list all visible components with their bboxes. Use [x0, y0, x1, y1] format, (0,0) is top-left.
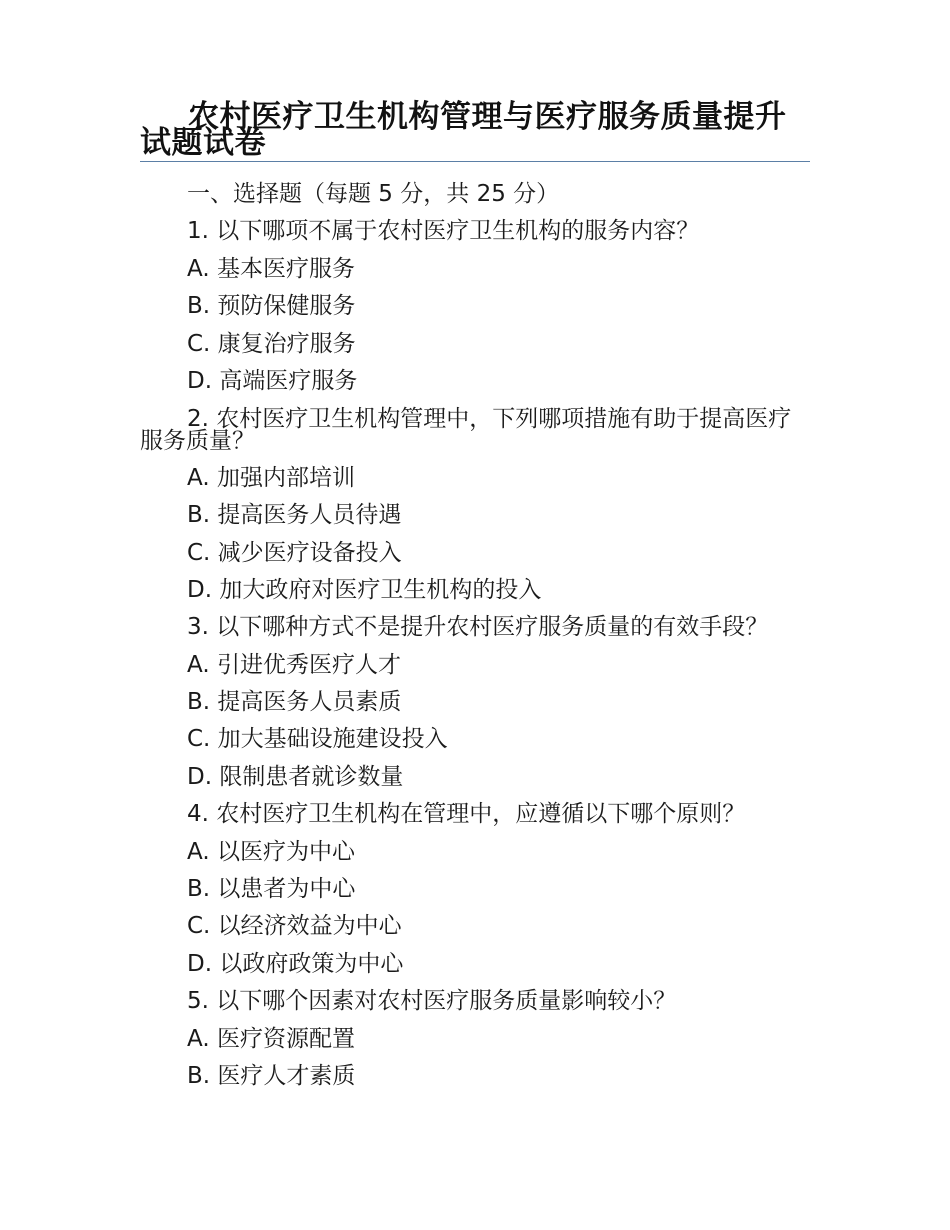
answer-option: D. 高端医疗服务 — [187, 367, 358, 394]
question-stem: 2. 农村医疗卫生机构管理中，下列哪项措施有助于提高医疗服务质量？ — [140, 406, 792, 455]
question-stem: 1. 以下哪项不属于农村医疗卫生机构的服务内容？ — [187, 218, 700, 245]
answer-option: A. 加强内部培训 — [187, 464, 355, 491]
answer-option: B. 以患者为中心 — [187, 876, 356, 903]
answer-option: D. 限制患者就诊数量 — [187, 763, 404, 790]
document-title: 农村医疗卫生机构管理与医疗服务质量提升试题试卷 — [140, 99, 787, 161]
answer-option: A. 基本医疗服务 — [187, 255, 355, 282]
answer-option: A. 引进优秀医疗人才 — [187, 651, 401, 678]
answer-option: B. 医疗人才素质 — [187, 1062, 356, 1089]
answer-option: C. 减少医疗设备投入 — [187, 539, 402, 566]
answer-option: C. 以经济效益为中心 — [187, 913, 402, 940]
answer-option: B. 提高医务人员素质 — [187, 689, 402, 716]
answer-option: C. 康复治疗服务 — [187, 330, 356, 357]
answer-option: A. 以医疗为中心 — [187, 838, 355, 865]
title-underline — [140, 161, 810, 162]
answer-option: D. 以政府政策为中心 — [187, 950, 404, 977]
question-stem: 3. 以下哪种方式不是提升农村医疗服务质量的有效手段？ — [187, 614, 769, 641]
answer-option: C. 加大基础设施建设投入 — [187, 726, 448, 753]
section-heading: 一、选择题（每题 5 分，共 25 分） — [187, 181, 560, 207]
answer-option: B. 预防保健服务 — [187, 293, 356, 320]
question-stem: 4. 农村医疗卫生机构在管理中，应遵循以下哪个原则？ — [187, 801, 746, 828]
answer-option: B. 提高医务人员待遇 — [187, 502, 402, 529]
document-body — [140, 176, 812, 1095]
answer-option: D. 加大政府对医疗卫生机构的投入 — [187, 576, 542, 603]
answer-option: A. 医疗资源配置 — [187, 1025, 355, 1052]
question-stem: 5. 以下哪个因素对农村医疗服务质量影响较小？ — [187, 988, 677, 1015]
